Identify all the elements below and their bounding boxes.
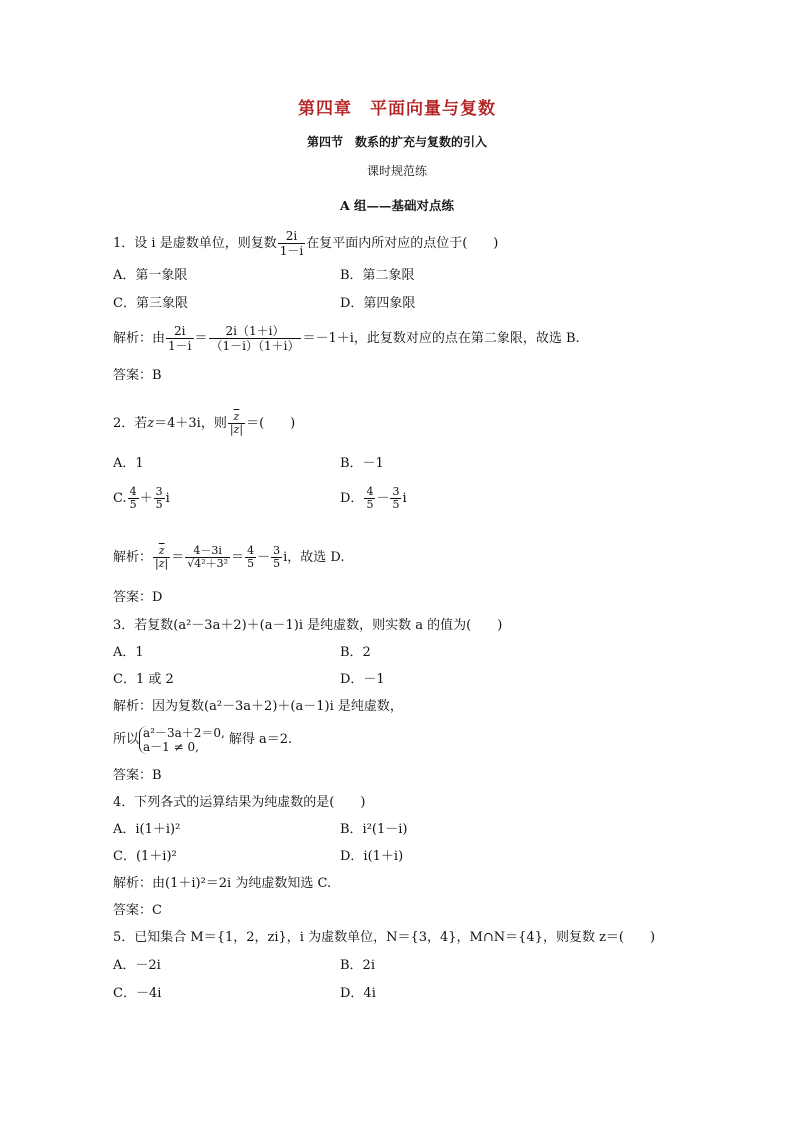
q2-optc-op: ＋ <box>139 491 153 506</box>
q3-solution-line1: 解析：因为复数(a²－3a＋2)＋(a－1)i 是纯虚数， <box>113 699 403 714</box>
q3-sys-line1: a²－3a＋2＝0, <box>143 725 225 740</box>
q2-sol-d3: 5 <box>247 557 255 570</box>
q2-optd-frac2 <box>390 486 401 511</box>
q1-stem-post: 在复平面内所对应的点位于( ) <box>306 236 499 251</box>
q1-sol-f2-num: 2i（1＋i） <box>225 324 285 338</box>
q2-sol-eq2: ＝ <box>231 550 245 565</box>
q4-option-a: A．i(1＋i)² <box>113 822 181 837</box>
q2-optd-d2: 5 <box>392 498 400 511</box>
q1-sol-frac1 <box>166 324 193 353</box>
q2-optd-i: i <box>402 491 407 506</box>
q2-sol-op: － <box>257 550 271 565</box>
q2-sol-f1-num: $\overline{z}$ <box>158 544 165 557</box>
q1-sol-frac2 <box>209 324 302 353</box>
q2-optc-d2: 5 <box>155 498 163 511</box>
q2-sol-eq: ＝ <box>171 550 185 565</box>
q2-option-b: B．－1 <box>340 456 384 471</box>
q2-optd-d1: 5 <box>366 498 374 511</box>
q3-option-a: A．1 <box>113 645 144 660</box>
q1-sol-tail: ＝－1＋i，此复数对应的点在第二象限，故选 B. <box>302 331 580 346</box>
q2-sol-d4: 5 <box>273 557 281 570</box>
q2-optd-n2: 3 <box>392 485 400 498</box>
q3-sol-post: 解得 a＝2. <box>228 732 293 747</box>
q2-sol-f1-den: |z| <box>155 557 169 570</box>
q4-option-b: B．i²(1－i) <box>340 822 408 837</box>
q4-solution: 解析：由(1＋i)²＝2i 为纯虚数知选 C. <box>113 876 332 891</box>
q3-equation-system <box>139 726 225 754</box>
q2-sol-f2-den: √4²＋3² <box>187 557 229 570</box>
q2-optc-label: C. <box>113 491 127 506</box>
q1-stem-pre: 1．设 i 是虚数单位，则复数 <box>113 236 277 251</box>
q3-solution-system <box>113 723 292 757</box>
q4-answer: 答案：C <box>113 903 162 918</box>
q2-answer: 答案：D <box>113 590 163 605</box>
q2-sol-frac4 <box>271 545 282 570</box>
q1-fraction <box>278 229 305 258</box>
q4-option-d: D．i(1＋i) <box>340 849 404 864</box>
q1-stem <box>113 229 498 259</box>
q2-optc-n2: 3 <box>155 485 163 498</box>
q5-option-b: B．2i <box>340 958 375 973</box>
q1-sol-f1-num: 2i <box>174 324 186 338</box>
q1-option-d: D．第四象限 <box>340 296 416 311</box>
q2-fraction <box>228 411 245 436</box>
chapter-title: 第四章 平面向量与复数 <box>298 99 496 119</box>
q2-optc-i: i <box>165 491 170 506</box>
q3-option-b: B．2 <box>340 645 371 660</box>
q1-option-a: A．第一象限 <box>113 268 188 283</box>
q3-option-c: C．1 或 2 <box>113 672 174 687</box>
q1-answer: 答案：B <box>113 368 162 383</box>
q2-stem-pre: 2．若 <box>113 416 148 431</box>
q2-optc-frac2 <box>154 486 165 511</box>
q2-optc-frac1 <box>128 486 139 511</box>
q1-sol-f1-den: 1－i <box>168 339 192 353</box>
q2-sol-n4: 3 <box>273 544 281 557</box>
group-title: A 组——基础对点练 <box>339 198 455 213</box>
q2-option-d <box>340 484 407 514</box>
q1-solution <box>113 322 580 356</box>
q2-optc-d1: 5 <box>129 498 137 511</box>
q2-sol-f2-num: 4－3i <box>193 544 222 557</box>
q3-answer: 答案：B <box>113 768 162 783</box>
q1-option-b: B．第二象限 <box>340 268 415 283</box>
q5-option-c: C．－4i <box>113 986 162 1001</box>
q2-frac-den: |z| <box>229 423 244 436</box>
q1-sol-eq: ＝ <box>194 331 208 346</box>
q2-optd-label: D． <box>340 491 364 506</box>
q2-optd-frac1 <box>364 486 375 511</box>
q2-optd-op: － <box>376 491 390 506</box>
q2-frac-num: $\overline{z}$ <box>233 410 240 423</box>
q2-sol-n3: 4 <box>247 544 255 557</box>
q2-option-c <box>113 484 170 514</box>
q4-option-c: C．(1＋i)² <box>113 849 177 864</box>
q1-option-c: C．第三象限 <box>113 296 188 311</box>
q2-sol-label: 解析： <box>113 550 153 565</box>
q4-stem: 4．下列各式的运算结果为纯虚数的是( ) <box>113 795 366 810</box>
q3-stem: 3．若复数(a²－3a＋2)＋(a－1)i 是纯虚数，则实数 a 的值为( ) <box>113 618 503 633</box>
q2-stem-mid: ＝4＋3i，则 <box>154 416 227 431</box>
q2-stem-post: ＝( ) <box>246 416 296 431</box>
q2-optd-n1: 4 <box>366 485 374 498</box>
q2-var-z: z <box>147 416 155 431</box>
q2-sol-frac1 <box>153 545 170 570</box>
section-title: 第四节 数系的扩充与复数的引入 <box>306 135 487 149</box>
q2-stem <box>113 404 295 444</box>
q1-frac-num: 2i <box>285 229 298 243</box>
q2-solution <box>113 538 345 578</box>
q3-option-d: D．－1 <box>340 672 385 687</box>
q2-sol-frac3 <box>245 545 256 570</box>
q1-frac-den: 1－i <box>279 244 304 258</box>
practice-title: 课时规范练 <box>366 164 427 178</box>
q5-stem: 5．已知集合 M＝{1，2，zi}，i 为虚数单位，N＝{3，4}，M∩N＝{4}，则复数 z＝( ) <box>113 930 656 945</box>
q5-option-d: D．4i <box>340 986 376 1001</box>
q2-optc-n1: 4 <box>129 485 137 498</box>
q2-sol-tail: i，故选 D. <box>283 550 345 565</box>
q3-sol-pre: 所以 <box>113 732 140 747</box>
q5-option-a: A．－2i <box>113 958 161 973</box>
q2-sol-frac2 <box>185 545 230 570</box>
q1-sol-f2-den: （1－i）（1＋i） <box>210 339 300 353</box>
q2-option-a: A．1 <box>113 456 144 471</box>
q3-sys-line2: a－1 ≠ 0, <box>143 739 199 754</box>
q1-sol-label: 解析：由 <box>113 331 166 346</box>
